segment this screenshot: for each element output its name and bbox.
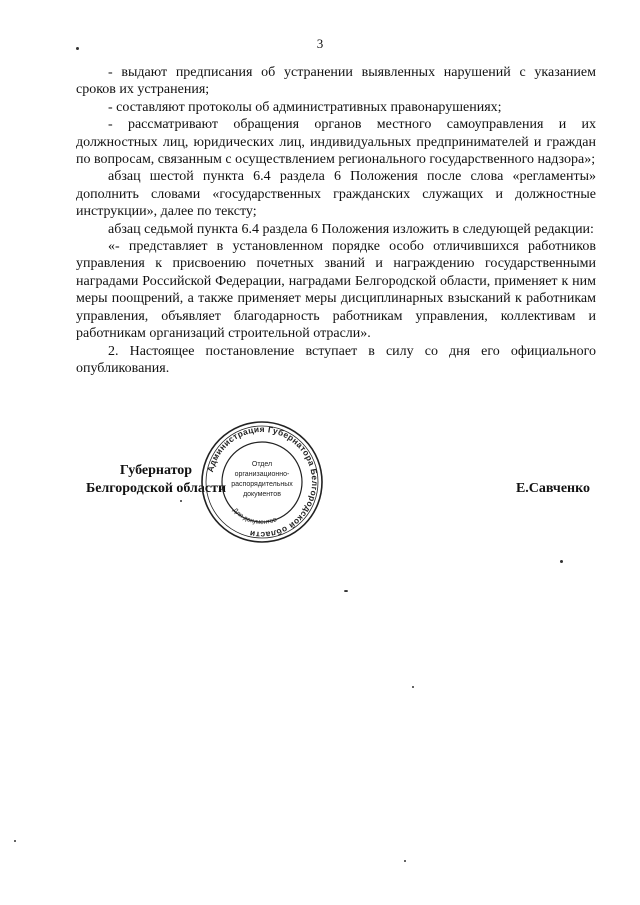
page-number: 3 (316, 36, 324, 51)
svg-text:Для документов: Для документов (231, 506, 278, 527)
paragraph-consider-appeals: - рассматривают обращения органов местного самоуправления и их должностных лиц, юридических лиц, индивидуальных предпринимателей и граждан по вопросам, связанным с осуществлением регионального государственного надзора»; (76, 117, 596, 168)
svg-text:Отдел: Отдел (251, 461, 273, 468)
signatory-name: Е.Савченко (515, 481, 590, 496)
scan-speck (14, 840, 16, 842)
scan-speck (344, 590, 348, 592)
paragraph-entry-into-force: 2. Настоящее постановление вступает в силу со дня его официального опубликования. (76, 343, 596, 376)
scan-speck (404, 860, 406, 862)
signatory-role-line2: Белгородской области (85, 481, 227, 496)
official-stamp (200, 420, 324, 544)
paragraph-protocols: - составляют протоколы об административных правонарушениях; (108, 99, 502, 115)
svg-text:Администрация Губернатора Белг: Администрация Губернатора Белгородской области (205, 423, 321, 541)
scan-speck (76, 47, 79, 50)
signatory-role-line1: Губернатор (119, 463, 193, 478)
document-body (76, 64, 596, 377)
paragraph-new-wording: «- представляет в установленном порядке особо отличившихся работников управления к присвоению почетных званий и награждению государственными наградами Российской Федерации, наградами Белгородской области, применяет к ним меры поощрений, а также применяет меры дисциплинарных взысканий к работникам управления, объявляет благодарность работникам управления, коллективам и работникам организаций строительной отрасли». (76, 239, 596, 342)
svg-text:распорядительных: распорядительных (231, 481, 293, 488)
signature-block (76, 462, 596, 502)
scan-speck (560, 560, 563, 563)
scan-speck (180, 500, 182, 502)
scan-speck (412, 686, 414, 688)
paragraph-issue-orders: - выдают предписания об устранении выявленных нарушений с указанием сроков их устранения; (76, 65, 596, 98)
svg-text:организационно-: организационно- (234, 471, 290, 478)
stamp-seal-icon (200, 420, 324, 544)
paragraph-sixth-clause: абзац шестой пункта 6.4 раздела 6 Положения после слова «регламенты» дополнить словами «государственных гражданских служащих и должностные инструкции», далее по тексту; (76, 169, 596, 220)
svg-text:документов: документов (243, 491, 281, 498)
paragraph-seventh-clause: абзац седьмой пункта 6.4 раздела 6 Положения изложить в следующей редакции: (108, 221, 594, 237)
